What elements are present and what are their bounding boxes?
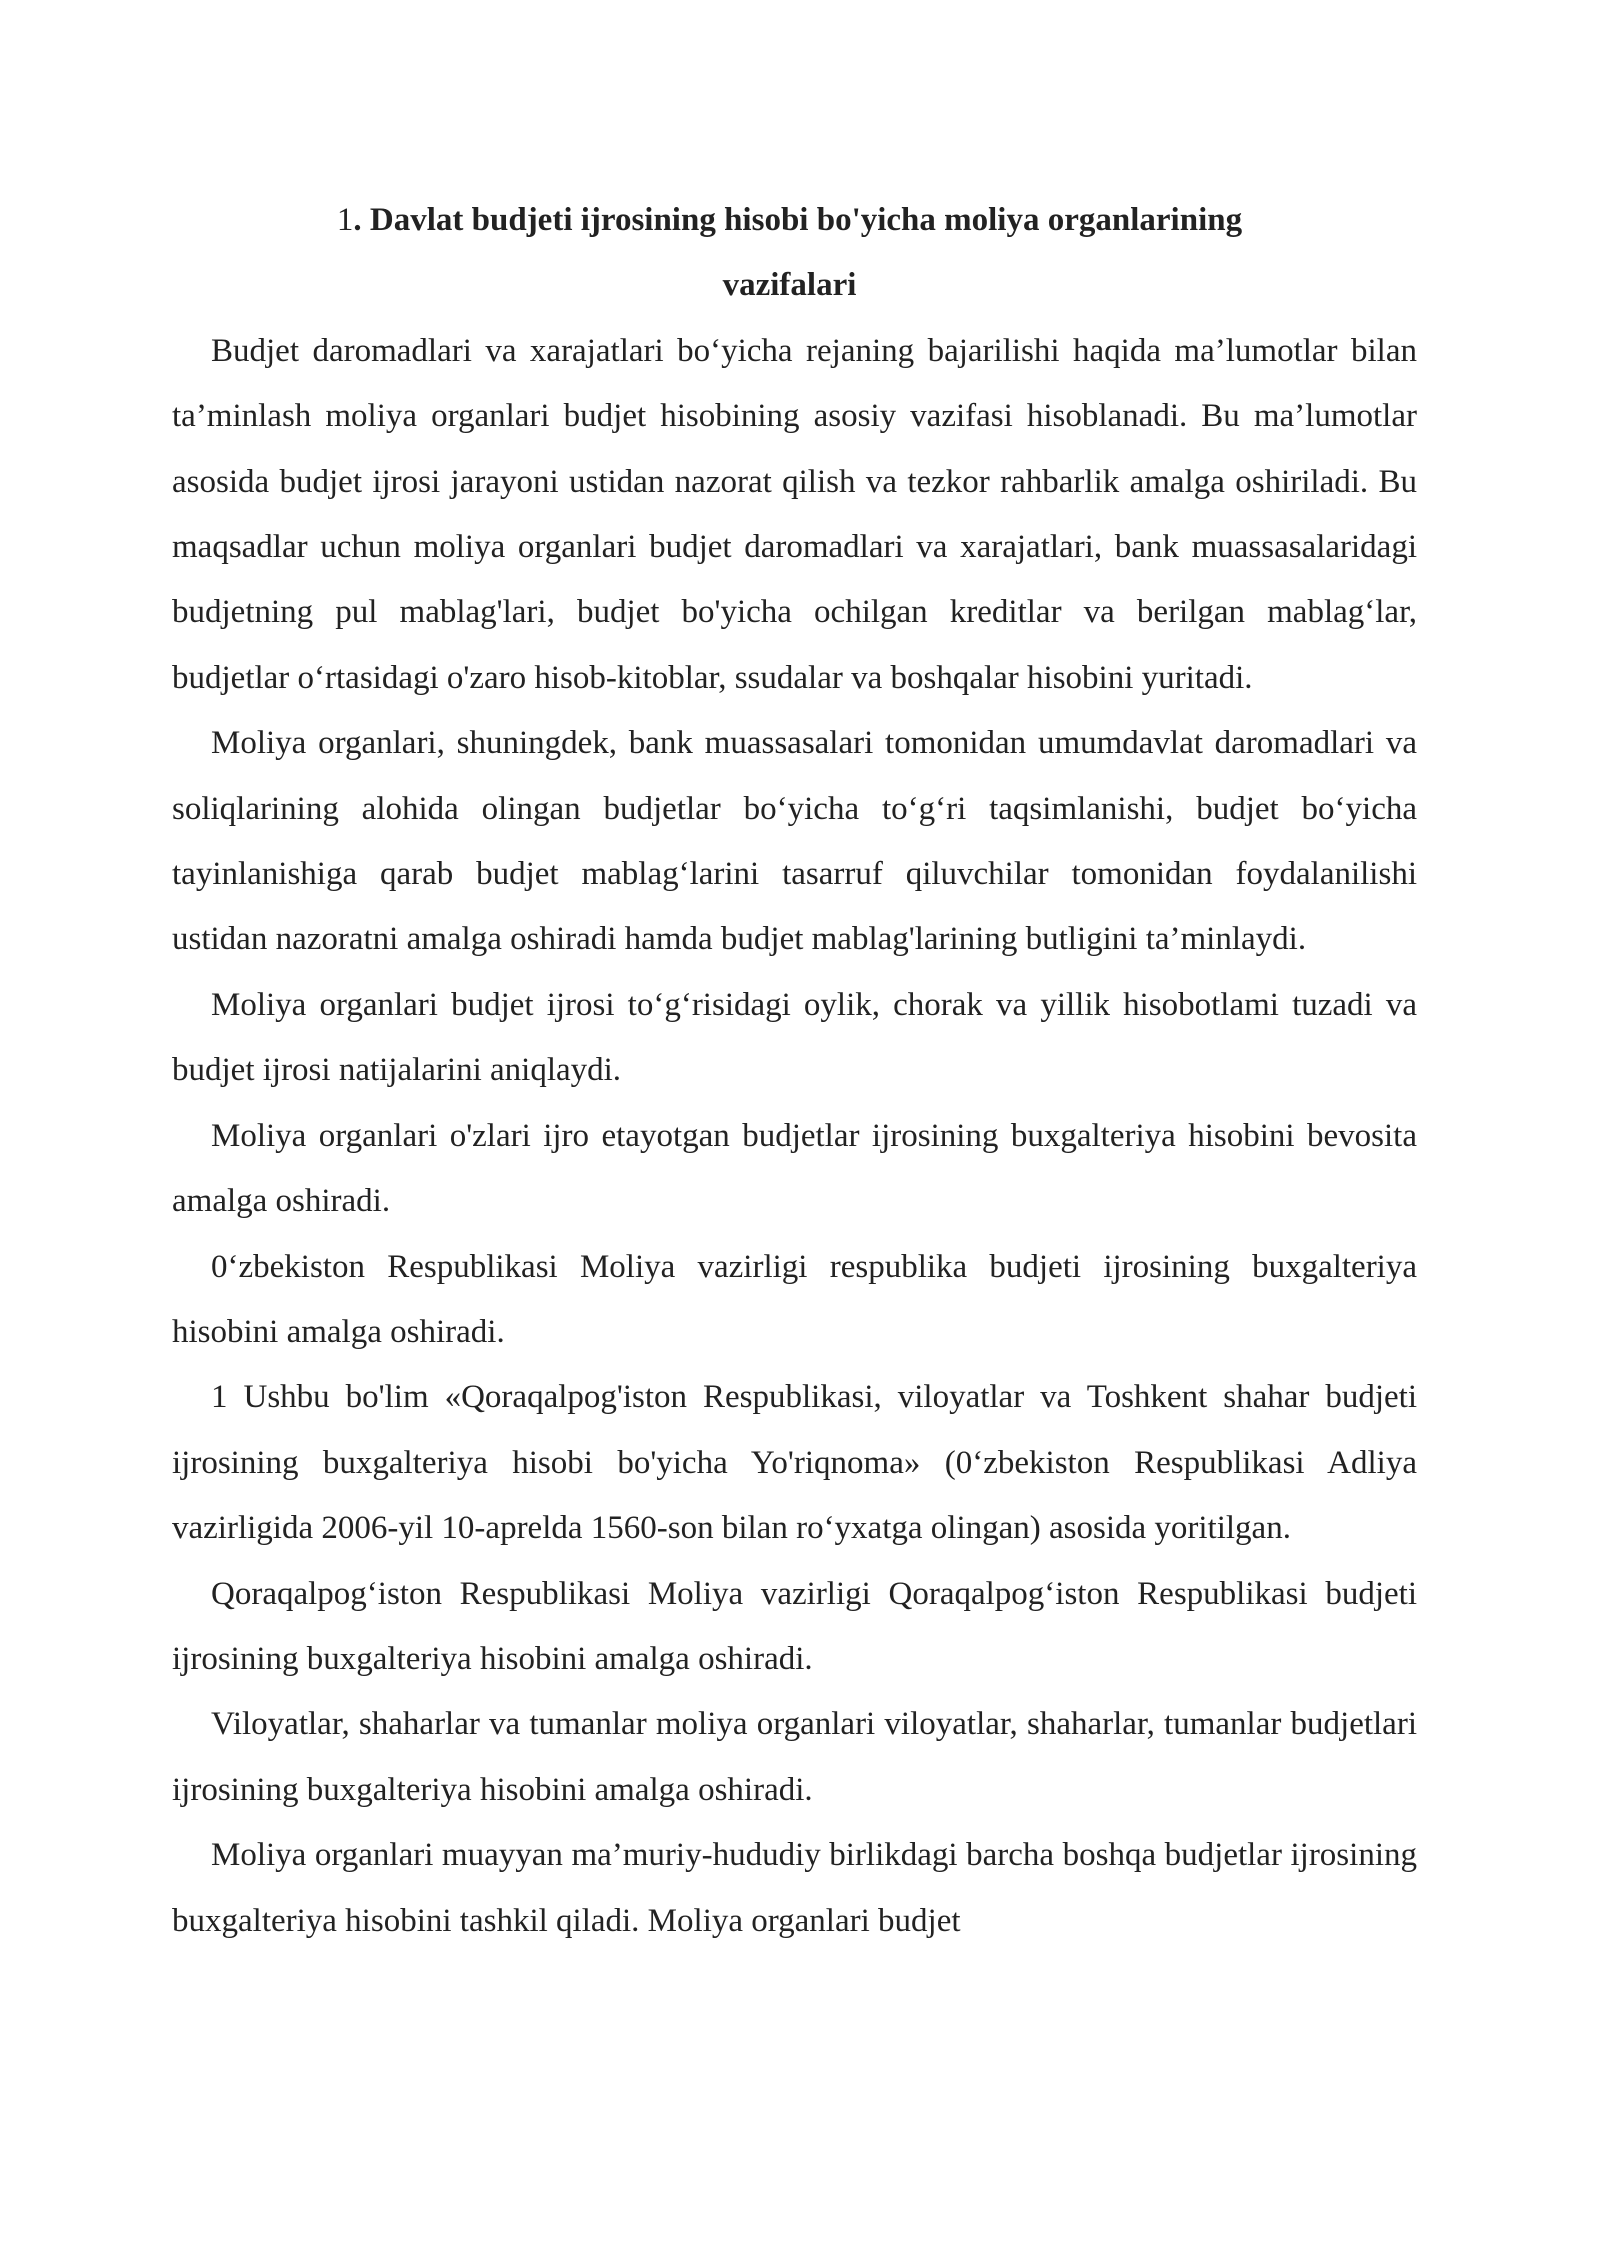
section-title-line2: vazifalari <box>722 267 857 304</box>
paragraph-6-footnote: 1 Ushbu bo'lim «Qoraqalpog'iston Respublikasi, viloyatlar va Toshkent shahar budjeti ijrosining buxgalteriya hisobi bo'yicha Yo'riqnoma» (0‘zbekiston Respublikasi Adliya vazirligida 2006-yil 10-aprelda 1560-son bilan ro‘yxatga olingan) asosida yoritilgan. <box>172 1379 1417 1547</box>
paragraph-8: Viloyatlar, shaharlar va tumanlar moliya organlari viloyatlar, shaharlar, tumanlar budjetlari ijrosining buxgalteriya hisobini amalga oshiradi. <box>172 1706 1417 1808</box>
paragraph-9: Moliya organlari muayyan ma’muriy-hududiy birlikdagi barcha boshqa budjetlar ijrosining buxgalteriya hisobini tashkil qiladi. Moliya organlari budjet <box>172 1837 1417 1939</box>
paragraph-1: Budjet daromadlari va xarajatlari bo‘yicha rejaning bajarilishi haqida ma’lumotlar bilan ta’minlash moliya organlari budjet hisobining asosiy vazifasi hisoblanadi. Bu ma’lumotlar asosida budjet ijrosi jarayoni ustidan nazorat qilish va tezkor rahbarlik amalga oshiriladi. Bu maqsadlar uchun moliya organlari budjet daromadlari va xarajatlari, bank muassasalaridagi budjetning pul mablag'lari, budjet bo'yicha ochilgan kreditlar va berilgan mablag‘lar, budjetlar o‘rtasidagi o'zaro hisob-kitoblar, ssudalar va boshqalar hisobini yuritadi. <box>172 332 1417 696</box>
section-heading <box>172 188 1417 319</box>
section-title-line1: . Davlat budjeti ijrosining hisobi bo'yicha moliya organlarining <box>353 202 1243 238</box>
paragraph-4: Moliya organlari o'zlari ijro etayotgan budjetlar ijrosining buxgalteriya hisobini bevosita amalga oshiradi. <box>172 1117 1417 1220</box>
section-number: 1 <box>336 202 354 238</box>
paragraph-5: 0‘zbekiston Respublikasi Moliya vazirligi respublika budjeti ijrosining buxgalteriya hisobini amalga oshiradi. <box>172 1248 1417 1350</box>
paragraph-7: Qoraqalpog‘iston Respublikasi Moliya vazirligi Qoraqalpog‘iston Respublikasi budjeti ijrosining buxgalteriya hisobini amalga oshiradi. <box>172 1575 1417 1677</box>
paragraph-3: Moliya organlari budjet ijrosi to‘g‘risidagi oylik, chorak va yillik hisobotlami tuzadi va budjet ijrosi natijalarini aniqlaydi. <box>172 986 1417 1089</box>
document-page <box>172 188 1417 1954</box>
paragraph-2: Moliya organlari, shuningdek, bank muassasalari tomonidan umumdavlat daromadlari va soliqlarining alohida olingan budjetlar bo‘yicha to‘g‘ri taqsimlanishi, budjet bo‘yicha tayinlanishiga qarab budjet mablag‘larini tasarruf qiluvchilar tomonidan foydalanilishi ustidan nazoratni amalga oshiradi hamda budjet mablag'larining butligini ta’minlaydi. <box>172 725 1417 958</box>
